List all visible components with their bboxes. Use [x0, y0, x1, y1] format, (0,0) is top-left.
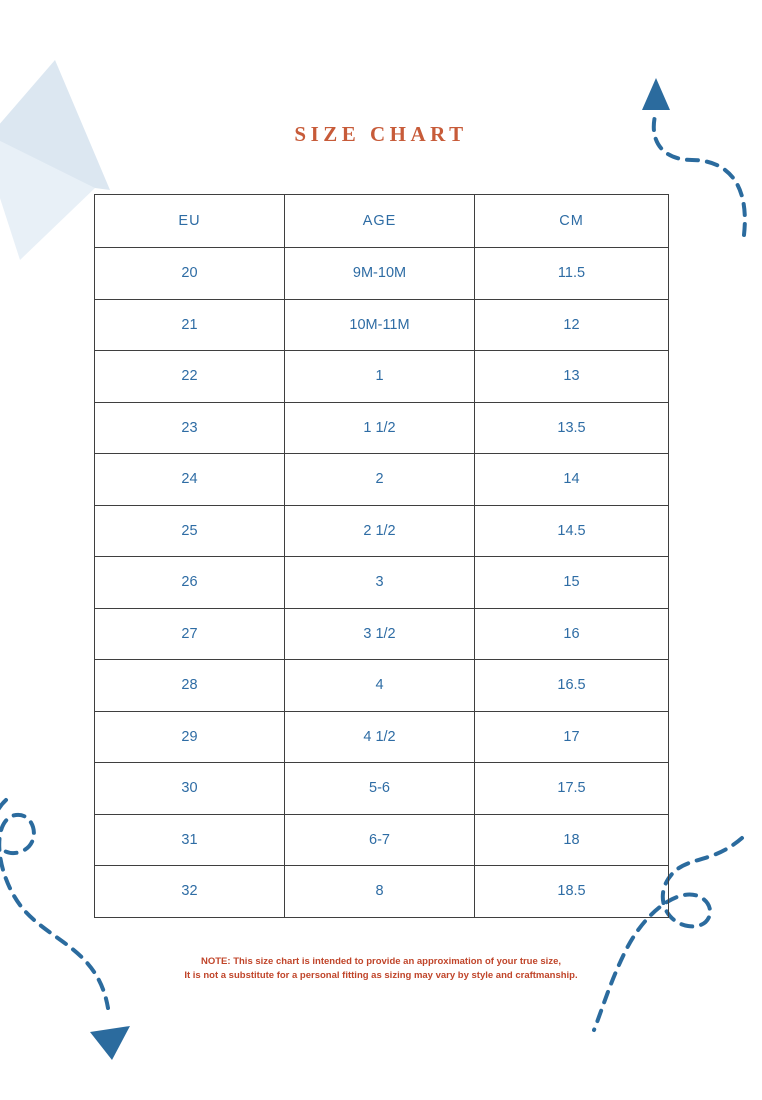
cell-age: 9M-10M: [285, 248, 475, 300]
cell-cm: 18.5: [475, 866, 669, 918]
cell-age: 4: [285, 660, 475, 712]
cell-eu: 30: [95, 763, 285, 815]
cell-eu: 22: [95, 351, 285, 403]
cell-cm: 16: [475, 608, 669, 660]
table-row: [95, 454, 669, 506]
size-chart-note: [0, 955, 762, 983]
cell-cm: 13.5: [475, 402, 669, 454]
cell-eu: 25: [95, 505, 285, 557]
cell-eu: 27: [95, 608, 285, 660]
cell-cm: 11.5: [475, 248, 669, 300]
table-row: [95, 351, 669, 403]
cell-age: 5-6: [285, 763, 475, 815]
cell-age: 1 1/2: [285, 402, 475, 454]
page-title: SIZE CHART: [294, 122, 468, 146]
note-line-1: NOTE: This size chart is intended to provide an approximation of your true size,: [201, 956, 561, 967]
column-header-eu: EU: [95, 195, 285, 248]
cell-cm: 17: [475, 711, 669, 763]
cell-age: 2 1/2: [285, 505, 475, 557]
column-header-age: AGE: [285, 195, 475, 248]
table-row: [95, 711, 669, 763]
cell-eu: 23: [95, 402, 285, 454]
cell-cm: 15: [475, 557, 669, 609]
table-row: [95, 505, 669, 557]
table-row: [95, 866, 669, 918]
table-row: [95, 299, 669, 351]
cell-eu: 29: [95, 711, 285, 763]
cell-cm: 13: [475, 351, 669, 403]
table-row: [95, 660, 669, 712]
column-header-cm: CM: [475, 195, 669, 248]
cell-age: 10M-11M: [285, 299, 475, 351]
cell-cm: 12: [475, 299, 669, 351]
cell-age: 3 1/2: [285, 608, 475, 660]
size-chart-table: [94, 194, 669, 918]
cell-age: 2: [285, 454, 475, 506]
table-header-row: [95, 195, 669, 248]
cell-cm: 17.5: [475, 763, 669, 815]
cell-eu: 28: [95, 660, 285, 712]
cell-cm: 18: [475, 814, 669, 866]
note-line-2: It is not a substitute for a personal fitting as sizing may vary by style and craftmanship.: [184, 970, 578, 981]
cell-eu: 20: [95, 248, 285, 300]
cell-cm: 14: [475, 454, 669, 506]
cell-age: 4 1/2: [285, 711, 475, 763]
table-row: [95, 248, 669, 300]
table-row: [95, 557, 669, 609]
cell-age: 1: [285, 351, 475, 403]
table-row: [95, 402, 669, 454]
cell-cm: 14.5: [475, 505, 669, 557]
cell-eu: 24: [95, 454, 285, 506]
size-chart-table-wrapper: [94, 194, 668, 918]
cell-age: 8: [285, 866, 475, 918]
cell-eu: 31: [95, 814, 285, 866]
table-row: [95, 814, 669, 866]
cell-age: 6-7: [285, 814, 475, 866]
table-row: [95, 763, 669, 815]
cell-eu: 26: [95, 557, 285, 609]
cell-cm: 16.5: [475, 660, 669, 712]
table-row: [95, 608, 669, 660]
cell-eu: 32: [95, 866, 285, 918]
cell-age: 3: [285, 557, 475, 609]
cell-eu: 21: [95, 299, 285, 351]
